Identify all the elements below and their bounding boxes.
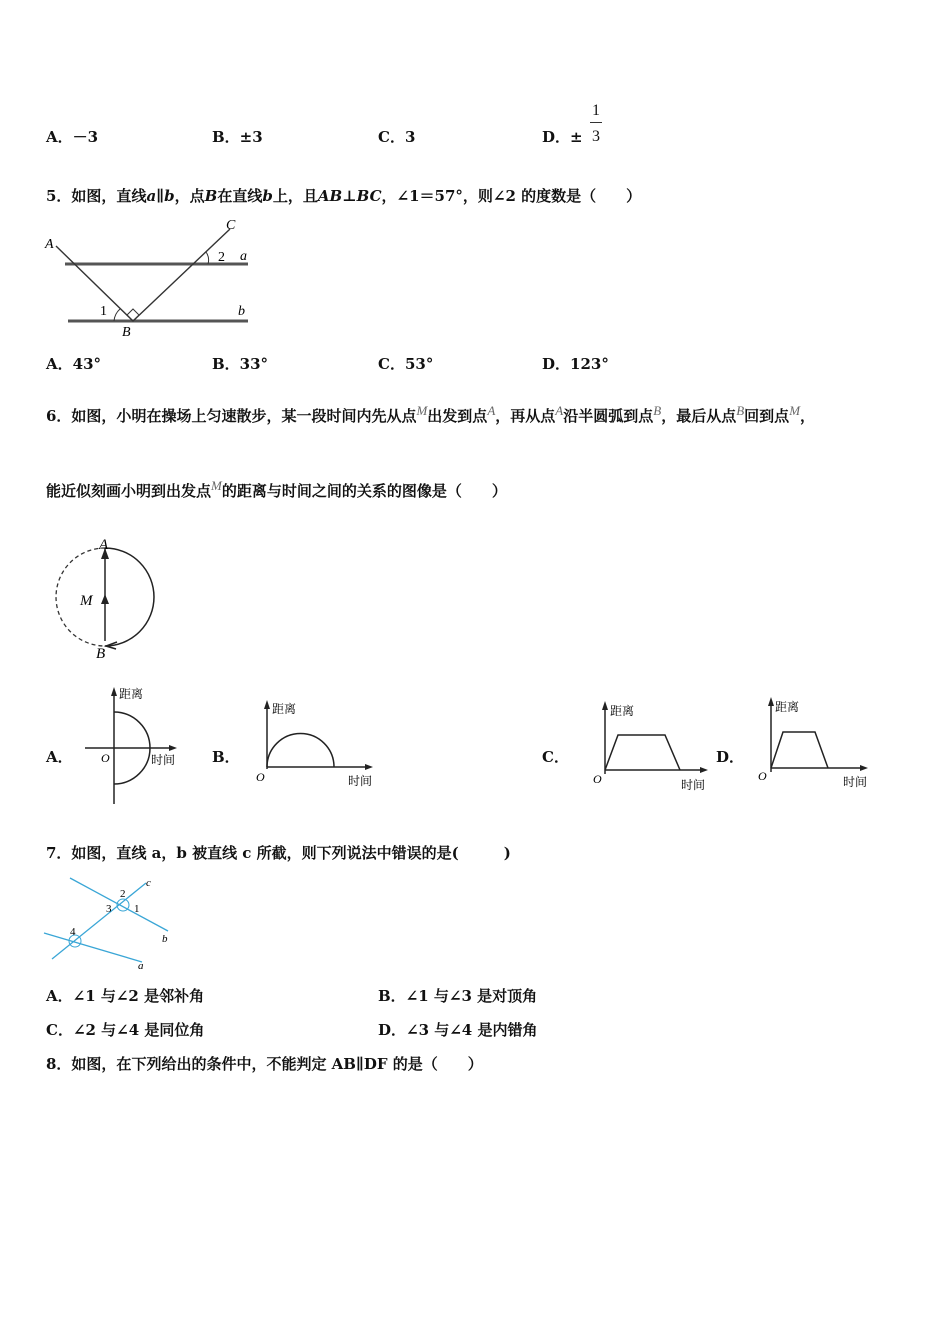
graph-b-curve <box>267 734 334 768</box>
q5-stem: 5．如图，直线a∥b，点B在直线b上，且AB⊥BC，∠1＝57°，则∠2 的度数是（ ） <box>46 187 642 205</box>
line-a <box>44 933 142 962</box>
q7-transversal-figure <box>44 873 184 973</box>
label-1: 1 <box>134 903 140 915</box>
label-b: b <box>162 933 168 945</box>
q6-circle-figure <box>50 533 170 663</box>
q6-option-b[interactable]: B． <box>212 748 240 766</box>
q5-option-b[interactable]: B．33° <box>212 355 269 373</box>
y-axis-label: 距离 <box>119 687 144 701</box>
label-A: A <box>99 537 109 553</box>
y-axis-label: 距离 <box>272 702 297 716</box>
q6-graph-a <box>85 684 185 809</box>
segment-bc <box>133 229 230 321</box>
q5-option-a[interactable]: A．43° <box>46 355 102 373</box>
y-arrow-icon <box>768 697 774 706</box>
q7-option-d[interactable]: D．∠3 与∠4 是内错角 <box>378 1021 538 1039</box>
q7-stem: 7．如图，直线 a，b 被直线 c 所截，则下列说法中错误的是( ) <box>46 844 511 862</box>
x-arrow-icon <box>700 767 708 773</box>
q7-option-b[interactable]: B．∠1 与∠3 是对顶角 <box>378 987 538 1005</box>
label-B: B <box>122 325 131 340</box>
x-axis-label: 时间 <box>843 775 868 789</box>
label-M: M <box>80 593 93 609</box>
segment-ab <box>56 246 133 321</box>
label-C: C <box>226 218 236 233</box>
x-axis-label: 时间 <box>681 778 706 792</box>
right-angle-mark <box>127 309 139 321</box>
q5-parallel-lines-figure <box>40 214 260 344</box>
q6-stem-line2: 能近似刻画小明到出发点M的距离与时间之间的关系的图像是（ ） <box>46 478 507 500</box>
label-4: 4 <box>70 926 76 938</box>
y-axis-label: 距离 <box>610 704 635 718</box>
graph-d-line <box>771 732 828 768</box>
label-A: A <box>45 237 54 252</box>
origin-label: O <box>593 772 602 786</box>
q6-graph-d <box>755 694 880 789</box>
q4-option-c[interactable]: C．3 <box>378 128 416 146</box>
x-axis-label: 时间 <box>348 774 373 788</box>
q6-option-a[interactable]: A． <box>46 748 73 766</box>
q6-stem-line1: 6．如图，小明在操场上匀速散步，某一段时间内先从点M出发到点A，再从点A沿半圆弧到点B，最后从点B回到点M， <box>46 403 816 425</box>
label-line-b: b <box>238 304 245 319</box>
q8-stem: 8．如图，在下列给出的条件中，不能判定 AB∥DF 的是（ ） <box>46 1055 483 1073</box>
y-arrow-icon <box>264 700 270 709</box>
q6-graph-b <box>250 697 380 792</box>
arrow-at-m-icon <box>101 594 109 604</box>
y-axis-label: 距离 <box>775 700 800 714</box>
origin-label: O <box>101 751 110 765</box>
y-arrow-icon <box>111 687 117 696</box>
label-a: a <box>138 960 144 972</box>
x-arrow-icon <box>860 765 868 771</box>
label-B: B <box>96 646 106 662</box>
x-arrow-icon <box>169 745 177 751</box>
q5-option-c[interactable]: C．53° <box>378 355 434 373</box>
graph-c-line <box>605 735 680 770</box>
label-angle2: 2 <box>218 250 225 265</box>
label-2: 2 <box>120 888 126 900</box>
angle2-arc <box>206 252 209 264</box>
origin-label: O <box>758 769 767 783</box>
q6-option-d[interactable]: D． <box>716 748 745 766</box>
q6-graph-c <box>585 698 715 793</box>
q4-fraction-denominator: 3 <box>592 128 600 145</box>
label-3: 3 <box>106 903 112 915</box>
label-c: c <box>146 877 151 889</box>
q4-option-d[interactable]: D．± <box>542 128 583 146</box>
x-arrow-icon <box>365 764 373 770</box>
angle1-arc <box>114 309 120 321</box>
q7-option-c[interactable]: C．∠2 与∠4 是同位角 <box>46 1021 205 1039</box>
q5-option-d[interactable]: D．123° <box>542 355 609 373</box>
q4-option-b[interactable]: B．±3 <box>212 128 263 146</box>
x-axis-label: 时间 <box>151 753 176 767</box>
q6-option-c[interactable]: C． <box>542 748 569 766</box>
q7-option-a[interactable]: A．∠1 与∠2 是邻补角 <box>46 987 205 1005</box>
solid-semicircle <box>105 548 154 646</box>
origin-label: O <box>256 770 265 784</box>
label-line-a: a <box>240 249 247 264</box>
q4-fraction-numerator: 1 <box>592 102 600 119</box>
q4-option-a[interactable]: A．－3 <box>46 128 99 146</box>
q4-fraction-bar <box>590 122 602 123</box>
y-arrow-icon <box>602 701 608 710</box>
label-angle1: 1 <box>100 304 107 319</box>
